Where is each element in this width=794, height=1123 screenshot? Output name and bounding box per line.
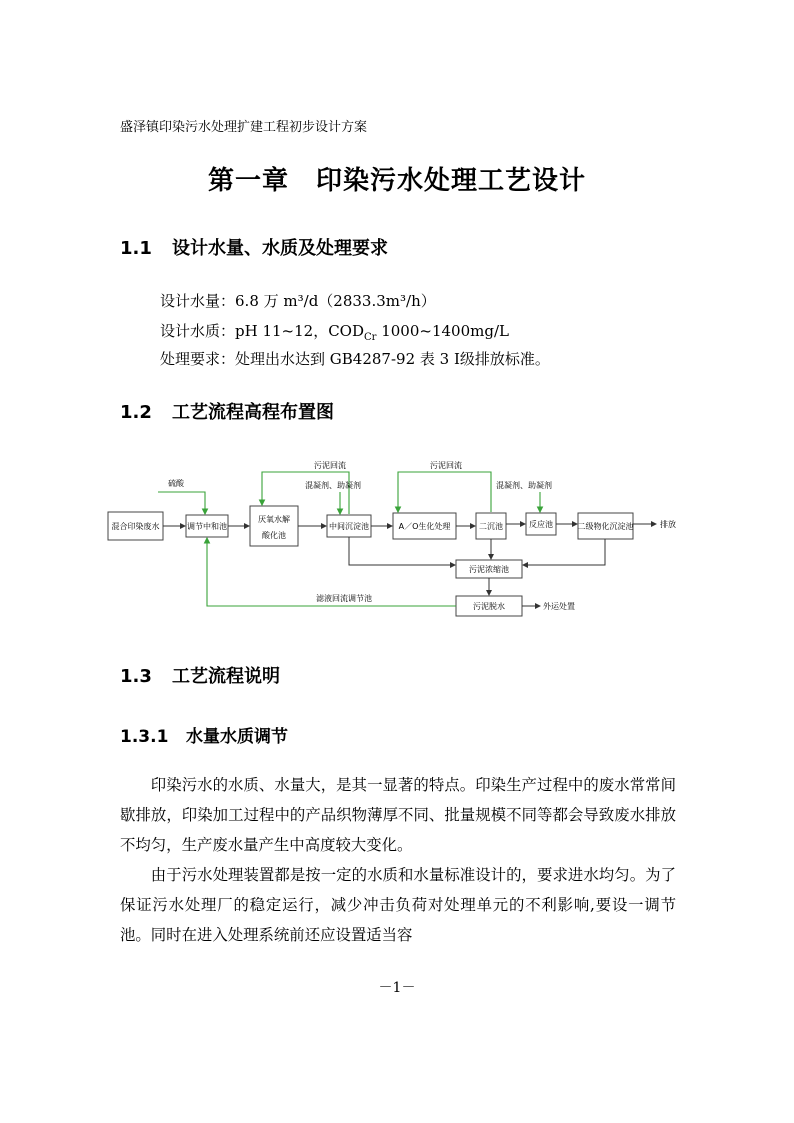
section-title: 设计水量、水质及处理要求 bbox=[172, 238, 388, 259]
running-header: 盛泽镇印染污水处理扩建工程初步设计方案 bbox=[120, 120, 368, 135]
svg-text:污泥脱水: 污泥脱水 bbox=[473, 602, 505, 611]
section-1-3-heading bbox=[120, 662, 280, 688]
node-sludge-thickener bbox=[456, 560, 522, 578]
svg-text:污泥浓缩池: 污泥浓缩池 bbox=[469, 565, 509, 574]
treatment-requirement-label: 处理要求： bbox=[160, 350, 236, 368]
design-quality-tail: 1000~1400mg/L bbox=[376, 322, 509, 340]
node-intermediate-settling bbox=[327, 515, 371, 537]
section-title: 工艺流程说明 bbox=[172, 666, 280, 687]
node-sludge-dewatering bbox=[456, 596, 522, 616]
cod-subscript: Cr bbox=[364, 332, 377, 343]
node-ao-biological bbox=[393, 513, 456, 539]
paragraph: 印染污水的水质、水量大，是其一显著的特点。印染生产过程中的废水常常间歇排放，印染加工过程中的产品织物薄厚不同、批量规模不同等都会导致废水排放不均匀，生产废水量产生中高度较大变化。 bbox=[120, 776, 676, 854]
svg-text:厌氧水解: 厌氧水解 bbox=[258, 515, 290, 524]
svg-text:反应池: 反应池 bbox=[529, 520, 553, 529]
label-sludge-return-1: 污泥回流 bbox=[314, 461, 346, 470]
svg-text:A／O生化处理: A／O生化处理 bbox=[398, 522, 451, 531]
label-coagulant-2: 混凝剂、助凝剂 bbox=[496, 481, 552, 490]
design-quality-value: pH 11~12，COD bbox=[235, 322, 365, 340]
design-quality-label: 设计水质： bbox=[160, 322, 236, 340]
svg-text:混合印染废水: 混合印染废水 bbox=[111, 522, 160, 531]
node-mixed-wastewater bbox=[108, 512, 163, 540]
node-anaerobic-tank bbox=[250, 506, 298, 546]
node-regulating-tank bbox=[186, 515, 228, 537]
design-flow-label: 设计水量： bbox=[160, 292, 236, 310]
label-discharge: 排放 bbox=[660, 520, 676, 529]
paragraph: 由于污水处理装置都是按一定的水质和水量标准设计的，要求进水均匀。为了保证污水处理厂的稳定运行，减少冲击负荷对处理单元的不利影响,要设一调节池。同时在进入处理系统前还应设置适当容 bbox=[120, 866, 676, 944]
svg-text:酸化池: 酸化池 bbox=[262, 531, 286, 540]
treatment-requirement-value: 处理出水达到 GB4287-92 表 3 Ⅰ级排放标准。 bbox=[235, 350, 550, 368]
section-number: 1.1 bbox=[120, 238, 152, 259]
section-1-3-1-heading bbox=[120, 722, 288, 747]
chapter-title: 第一章 印染污水处理工艺设计 bbox=[207, 166, 586, 196]
svg-text:调节中和池: 调节中和池 bbox=[187, 522, 227, 531]
section-number: 1.3 bbox=[120, 666, 152, 687]
subsection-title: 水量水质调节 bbox=[186, 727, 288, 747]
body-text bbox=[120, 770, 676, 950]
svg-text:中间沉淀池: 中间沉淀池 bbox=[329, 522, 369, 531]
subsection-number: 1.3.1 bbox=[120, 727, 169, 747]
node-reaction-tank bbox=[526, 513, 556, 535]
label-filtrate-return: 滤液回流调节池 bbox=[316, 594, 372, 603]
label-sulfuric-acid: 硫酸 bbox=[168, 479, 184, 488]
section-number: 1.2 bbox=[120, 402, 152, 423]
svg-text:二级物化沉淀池: 二级物化沉淀池 bbox=[577, 522, 634, 531]
node-secondary-clarifier bbox=[476, 513, 506, 539]
section-title: 工艺流程高程布置图 bbox=[172, 402, 334, 423]
label-outward-disposal: 外运处置 bbox=[543, 602, 575, 611]
svg-text:二沉池: 二沉池 bbox=[479, 522, 503, 531]
page-number: －1－ bbox=[378, 980, 416, 996]
label-coagulant-1: 混凝剂、助凝剂 bbox=[305, 481, 361, 490]
node-chemical-settling bbox=[578, 513, 634, 539]
label-sludge-return-2: 污泥回流 bbox=[430, 461, 462, 470]
design-flow-value: 6.8 万 m³/d（2833.3m³/h） bbox=[235, 292, 436, 310]
